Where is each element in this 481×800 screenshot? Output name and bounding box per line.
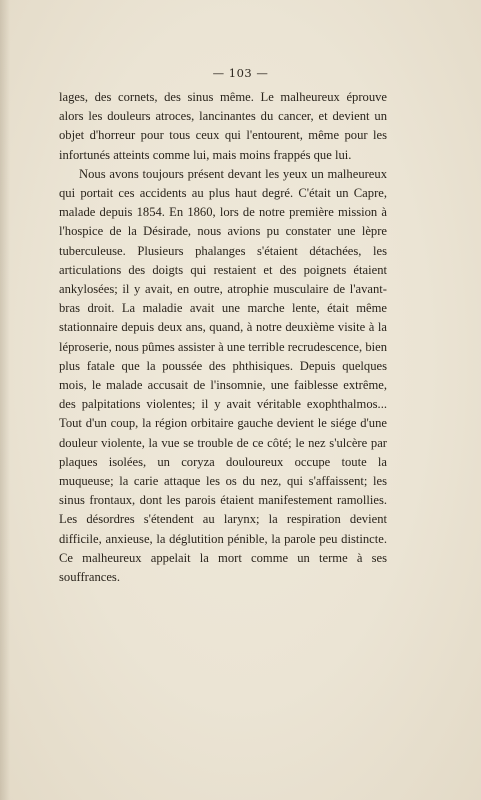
- paragraph-2: Nous avons toujours présent devant les yeux un malheureux qui portait ces accidents au plus haut degré. C'était un Capre, malade depuis 1854. En 1860, lors de notre première mission à l'hospice de la Désirade, nous avions pu constater une lèpre tuberculeuse. Plusieurs phalanges s'étaient détachées, les articulations des doigts qui restaient et des poignets étaient ankylosées; il y avait, en outre, atrophie musculaire de l'avant-bras droit. La maladie avait une marche lente, était même stationnaire depuis deux ans, quand, à notre deuxième visite à la léproserie, nous pûmes assister à une terrible recrudescence, bien plus fatale que la poussée des phthisiques. Depuis quelques mois, le malade accusait de l'insomnie, une faiblesse extrême, des palpitations violentes; il y avait véritable exophthalmos... Tout d'un coup, la région orbitaire gauche devient le siége d'une douleur violente, la vue se trouble de ce côté; le nez s'ulcère par plaques isolées, un coryza douloureux occupe toute la muqueuse; la carie attaque les os du nez, qui s'affaissent; les sinus frontaux, dont les parois étaient manifestement ramollies. Les désordres s'étendent au larynx; la respiration devient difficile, anxieuse, la déglutition pénible, la parole peu distincte. Ce malheureux appelait la mort comme un terme à ses souffrances.: [59, 166, 388, 585]
- paragraph-1: lages, des cornets, des sinus même. Le malheureux éprouve alors les douleurs atroces, lancinantes du cancer, et devient un objet d'horreur pour tous ceux qui l'entourent, même pour les infortunés atteints comme lui, mais moins frappés que lui.: [59, 90, 387, 162]
- page-number: — 103 —: [212, 66, 269, 80]
- gutter-shadow: [0, 0, 10, 800]
- body-text: [59, 88, 387, 587]
